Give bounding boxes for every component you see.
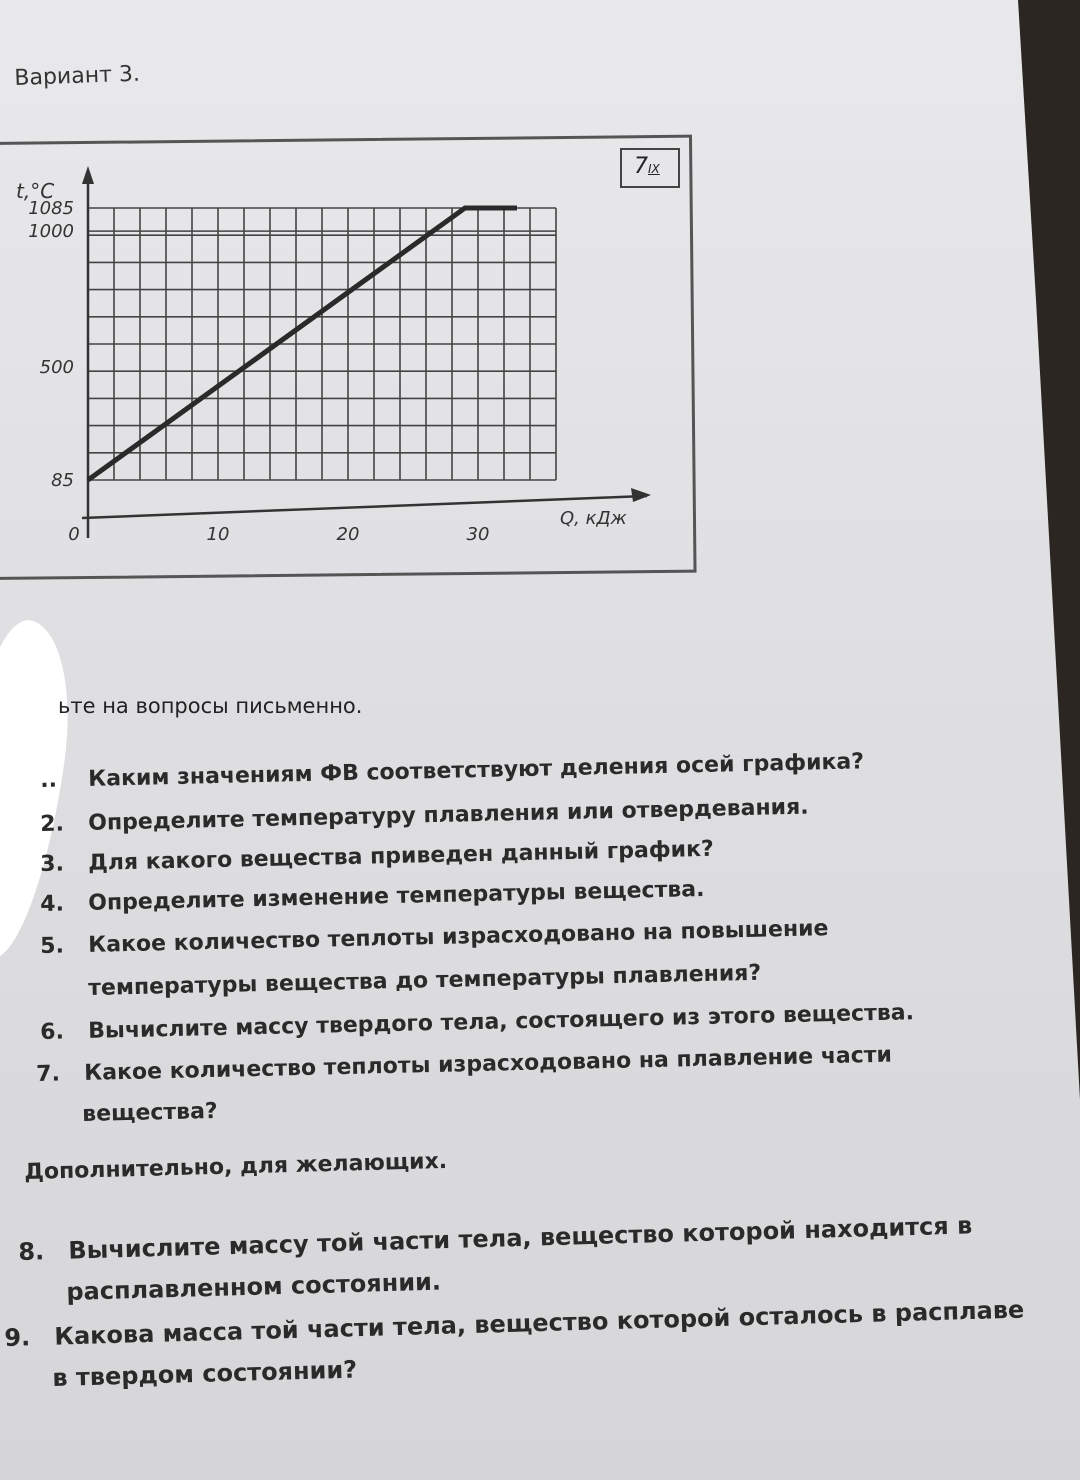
question-text: Для какого вещества приведен данный график? [87,836,715,876]
y-tick-label: 1085 [28,198,74,219]
instructions-text: ьте на вопросы письменно. [58,694,363,718]
question-text: Какое количество теплоты израсходовано на повышение [87,916,829,958]
question-text: Вычислите массу той части тела, вещество которой находится в [67,1211,973,1265]
question-5 [40,916,829,959]
question-number: 8. [18,1237,45,1266]
question-2 [40,795,809,837]
question-9 [4,1296,1025,1352]
x-tick-label: 0 [68,524,80,545]
x-tick-label: 20 [336,524,360,545]
question-number: 4. [40,891,65,917]
x-axis-label: Q, кДж [560,508,627,529]
question-7 [36,1043,892,1087]
x-tick-label: 30 [466,524,490,545]
question-6 [40,1000,914,1045]
question-number: .. [40,767,58,793]
question-number: 5. [40,933,65,959]
question-text: Какое количество теплоты израсходовано на плавление части [83,1042,893,1086]
question-text: Определите изменение температуры вещества. [87,876,705,916]
figure-subscript: IX [648,162,660,176]
question-3 [40,837,714,877]
x-tick-label: 10 [206,524,230,545]
question-number: 6. [40,1019,65,1045]
question-4 [40,877,705,917]
question-text: Определите температуру плавления или отвердевания. [87,794,809,836]
question-number: 2. [40,811,65,837]
y-tick-label: 500 [39,357,74,379]
question-text: Какова масса той части тела, вещество которой осталось в расплаве [53,1295,1025,1351]
question-5-continuation: температуры вещества до температуры плавления? [88,960,762,1001]
question-text: Вычислите массу твердого тела, состоящего из этого вещества. [87,1000,915,1044]
question-number: 3. [40,851,65,877]
y-tick-label: 85 [51,470,74,491]
question-1 [40,749,864,793]
y-tick-label: 1000 [28,221,74,243]
extra-heading: Дополнительно, для желающих. [24,1148,448,1185]
figure-number: 7 [634,154,648,179]
question-number: 9. [4,1323,31,1352]
question-9-continuation: в твердом состоянии? [52,1355,358,1392]
page-title: Вариант 3. [14,61,141,91]
question-8 [18,1211,973,1266]
question-7-continuation: вещества? [82,1098,218,1127]
y-axis-label: t,°C [16,179,55,203]
question-number: 7. [36,1061,61,1087]
question-8-continuation: расплавленном состоянии. [66,1267,442,1306]
question-text: Каким значениям ФВ соответствуют деления осей графика? [87,749,865,792]
